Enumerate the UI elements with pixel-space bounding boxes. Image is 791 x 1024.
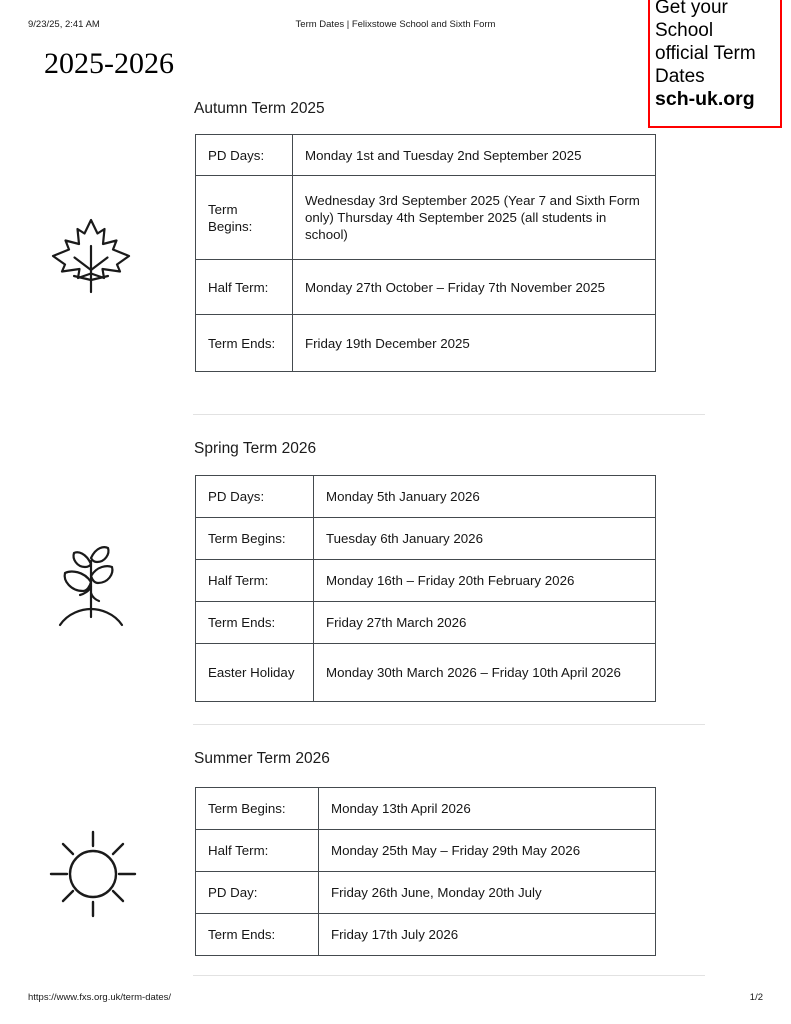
- row-value: Monday 25th May – Friday 29th May 2026: [319, 830, 656, 872]
- row-label: Term Begins:: [196, 176, 293, 260]
- sun-icon: [44, 828, 142, 925]
- row-value: Tuesday 6th January 2026: [314, 518, 656, 560]
- row-value: Monday 30th March 2026 – Friday 10th April 2026: [314, 644, 656, 702]
- print-header-date: 9/23/25, 2:41 AM: [28, 19, 100, 30]
- promo-line-2: School: [655, 20, 714, 41]
- table-row: [196, 176, 656, 260]
- row-value: Friday 19th December 2025: [293, 315, 656, 372]
- row-value: Monday 13th April 2026: [319, 788, 656, 830]
- print-footer-url[interactable]: https://www.fxs.org.uk/term-dates/: [28, 992, 172, 1003]
- table-row: [196, 518, 656, 560]
- row-value: Friday 17th July 2026: [319, 914, 656, 956]
- term-table-spring: [195, 475, 656, 702]
- footer-divider: [193, 975, 705, 976]
- row-label: Term Begins:: [196, 788, 319, 830]
- table-row: [196, 872, 656, 914]
- term-table-autumn: [195, 134, 656, 372]
- promo-overlay-box[interactable]: [648, 0, 782, 128]
- section-heading-autumn: Autumn Term 2025: [194, 100, 325, 117]
- row-label: PD Day:: [196, 872, 319, 914]
- row-value: Monday 27th October – Friday 7th November 2025: [293, 260, 656, 315]
- promo-line-4: Dates: [655, 66, 705, 87]
- table-row: [196, 315, 656, 372]
- row-value: Wednesday 3rd September 2025 (Year 7 and Sixth Form only) Thursday 4th September 2025 (all students in school): [293, 176, 656, 260]
- row-value: Friday 26th June, Monday 20th July: [319, 872, 656, 914]
- print-footer: [0, 992, 791, 1006]
- section-heading-summer: Summer Term 2026: [194, 750, 330, 767]
- table-row: [196, 135, 656, 176]
- table-row: [196, 560, 656, 602]
- table-row: [196, 602, 656, 644]
- row-value: Friday 27th March 2026: [314, 602, 656, 644]
- row-label: Term Ends:: [196, 315, 293, 372]
- row-label: Term Begins:: [196, 518, 314, 560]
- term-table-summer: [195, 787, 656, 956]
- table-row: [196, 644, 656, 702]
- row-label: Half Term:: [196, 260, 293, 315]
- row-value: Monday 5th January 2026: [314, 476, 656, 518]
- table-row: [196, 914, 656, 956]
- promo-url-link[interactable]: sch-uk.org: [655, 88, 755, 110]
- section-divider: [193, 724, 705, 725]
- row-label: Term Ends:: [196, 914, 319, 956]
- row-label: Half Term:: [196, 830, 319, 872]
- seedling-icon: [52, 535, 130, 632]
- table-row: [196, 788, 656, 830]
- row-value: Monday 1st and Tuesday 2nd September 2025: [293, 135, 656, 176]
- page-title: 2025-2026: [44, 47, 174, 80]
- table-row: [196, 830, 656, 872]
- section-divider: [193, 414, 705, 415]
- print-header-title: Term Dates | Felixstowe School and Sixth Form: [295, 19, 496, 30]
- table-row: [196, 476, 656, 518]
- row-label: PD Days:: [196, 476, 314, 518]
- maple-leaf-icon: [44, 216, 138, 299]
- section-heading-spring: Spring Term 2026: [194, 440, 317, 457]
- promo-line-1: Get your: [655, 0, 728, 18]
- row-label: Half Term:: [196, 560, 314, 602]
- print-footer-page-number: 1/2: [749, 992, 763, 1003]
- promo-line-3: official Term: [655, 43, 756, 64]
- row-value: Monday 16th – Friday 20th February 2026: [314, 560, 656, 602]
- row-label: Term Ends:: [196, 602, 314, 644]
- row-label: PD Days:: [196, 135, 293, 176]
- row-label: Easter Holiday: [196, 644, 314, 702]
- table-row: [196, 260, 656, 315]
